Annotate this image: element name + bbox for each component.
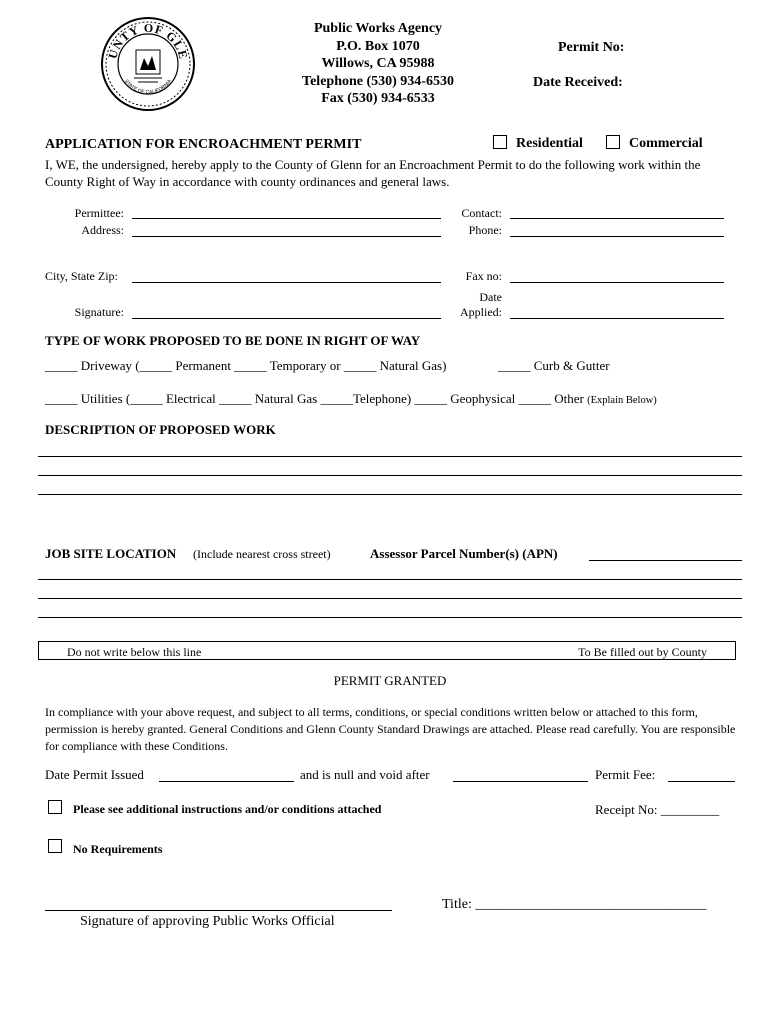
apn-label: Assessor Parcel Number(s) (APN) bbox=[370, 546, 558, 561]
job-site-note: (Include nearest cross street) bbox=[193, 547, 331, 561]
intro-text: I, WE, the undersigned, hereby apply to the County of Glenn for an Encroachment Permit to do the following work within the County Right of Way in accordance with county ordinances and general laws. bbox=[45, 157, 701, 189]
city-state-zip-field[interactable] bbox=[132, 282, 441, 283]
permit-fee-field[interactable] bbox=[668, 781, 735, 782]
contact-label: Contact: bbox=[461, 206, 502, 220]
commercial-checkbox[interactable] bbox=[606, 135, 620, 149]
job-site-line-1[interactable] bbox=[38, 579, 742, 580]
svg-text:STATE OF CALIFORNIA: STATE OF CALIFORNIA bbox=[122, 78, 174, 96]
agency-name: Public Works Agency bbox=[313, 21, 443, 36]
agency-fax: Fax (530) 934-6533 bbox=[321, 91, 435, 106]
null-void-label: and is null and void after bbox=[300, 767, 430, 782]
work-type-heading: TYPE OF WORK PROPOSED TO BE DONE IN RIGHT OF WAY bbox=[45, 333, 421, 348]
date-applied-field[interactable] bbox=[510, 318, 724, 319]
receipt-no: Receipt No: _________ bbox=[595, 802, 720, 817]
permittee-field[interactable] bbox=[132, 218, 441, 219]
job-site-line-2[interactable] bbox=[38, 598, 742, 599]
contact-field[interactable] bbox=[510, 218, 724, 219]
additional-label: Please see additional instructions and/or conditions attached bbox=[73, 802, 382, 816]
official-signature-field[interactable] bbox=[45, 910, 392, 911]
agency-city: Willows, CA 95988 bbox=[321, 56, 435, 71]
agency-po-box: P.O. Box 1070 bbox=[336, 38, 420, 54]
null-void-field[interactable] bbox=[453, 781, 588, 782]
apn-field[interactable] bbox=[589, 560, 742, 561]
phone-label: Phone: bbox=[468, 223, 502, 237]
title-field[interactable]: Title: _________________________________ bbox=[442, 897, 707, 912]
applied-label: Applied: bbox=[460, 305, 502, 319]
address-field[interactable] bbox=[132, 236, 441, 237]
signature-label: Signature: bbox=[74, 305, 124, 319]
svg-text:COUNTY OF GLENN: UNTY OF GLE bbox=[105, 20, 191, 61]
phone-field[interactable] bbox=[510, 236, 724, 237]
curb-gutter-option: _____ Curb & Gutter bbox=[498, 358, 610, 373]
work-type-row1: _____ Driveway (_____ Permanent _____ Temporary or _____ Natural Gas) bbox=[45, 358, 447, 373]
address-label: Address: bbox=[81, 223, 124, 237]
job-site-label: JOB SITE LOCATION bbox=[45, 546, 177, 561]
county-seal-logo bbox=[100, 16, 196, 112]
city-state-zip-label: City, State Zip: bbox=[45, 269, 118, 283]
date-issued-field[interactable] bbox=[159, 781, 294, 782]
official-signature-label: Signature of approving Public Works Official bbox=[80, 914, 335, 929]
date-label: Date bbox=[479, 290, 502, 304]
permittee-label: Permittee: bbox=[74, 206, 124, 220]
permit-granted-heading: PERMIT GRANTED bbox=[333, 673, 447, 688]
no-requirements-checkbox[interactable] bbox=[48, 839, 62, 853]
permit-granted-text: In compliance with your above request, and subject to all terms, conditions, or special conditions written below or attached to this form, permission is hereby granted. General Conditions and Glenn County Standard Drawings are attached. Please read carefully. You are responsible for compliance with these Conditions. bbox=[45, 705, 736, 753]
work-type-row2 bbox=[45, 391, 657, 407]
divider-right-text: To Be filled out by County bbox=[578, 645, 707, 659]
no-requirements-label: No Requirements bbox=[73, 842, 163, 856]
description-line-3[interactable] bbox=[38, 494, 742, 495]
office-use-divider bbox=[38, 641, 736, 660]
description-line-1[interactable] bbox=[38, 456, 742, 457]
form-title: APPLICATION FOR ENCROACHMENT PERMIT bbox=[45, 137, 362, 152]
permit-no-label: Permit No: bbox=[558, 40, 625, 55]
explain-note: (Explain Below) bbox=[587, 395, 657, 406]
work-type-row2-text: _____ Utilities (_____ Electrical _____ Natural Gas _____Telephone) _____ Geophysical _____ Other bbox=[45, 391, 584, 406]
agency-header bbox=[278, 20, 478, 108]
agency-phone: Telephone (530) 934-6530 bbox=[302, 73, 454, 89]
description-heading: DESCRIPTION OF PROPOSED WORK bbox=[45, 422, 276, 437]
signature-field[interactable] bbox=[132, 318, 441, 319]
residential-checkbox[interactable] bbox=[493, 135, 507, 149]
description-line-2[interactable] bbox=[38, 475, 742, 476]
residential-label: Residential bbox=[516, 136, 583, 151]
date-issued-label: Date Permit Issued bbox=[45, 767, 144, 782]
additional-checkbox[interactable] bbox=[48, 800, 62, 814]
job-site-line-3[interactable] bbox=[38, 617, 742, 618]
commercial-label: Commercial bbox=[629, 136, 703, 151]
fax-label: Fax no: bbox=[465, 269, 502, 283]
fax-field[interactable] bbox=[510, 282, 724, 283]
date-received-label: Date Received: bbox=[533, 75, 623, 90]
permit-fee-label: Permit Fee: bbox=[595, 767, 656, 782]
divider-left-text: Do not write below this line bbox=[67, 645, 202, 659]
